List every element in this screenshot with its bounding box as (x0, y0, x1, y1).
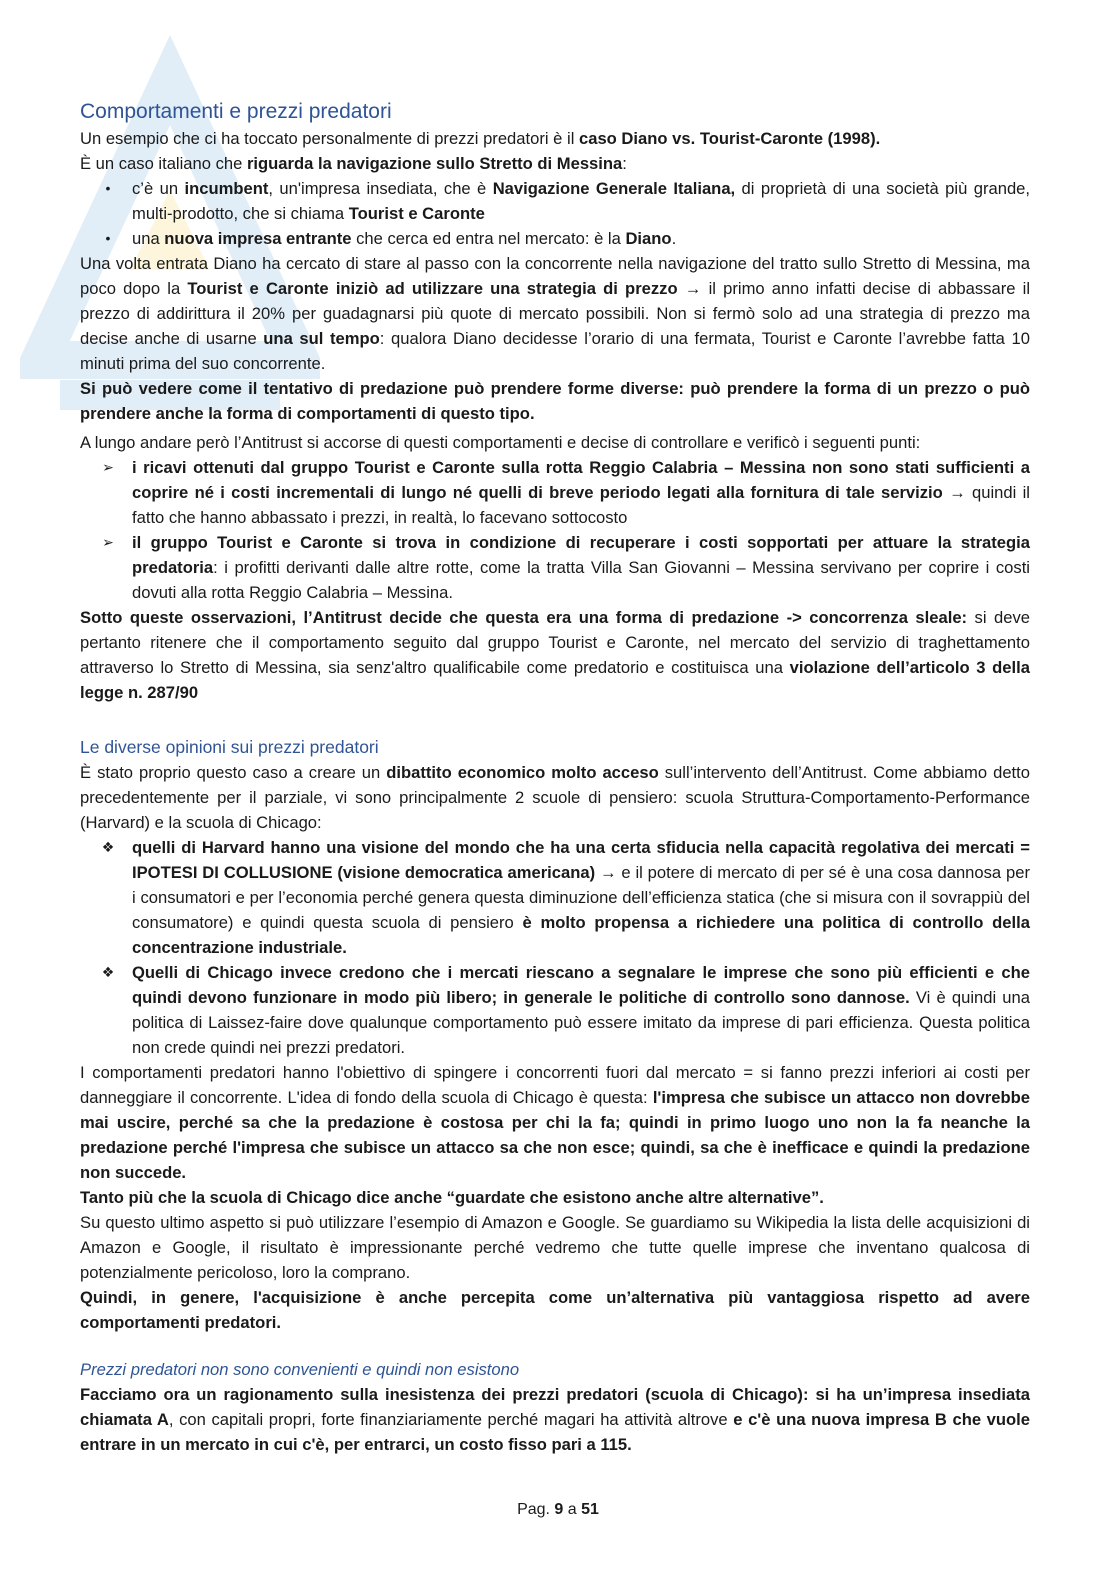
arrow-bullet-icon: ➢ (102, 534, 114, 550)
paragraph-acquisizione: Quindi, in genere, l'acquisizione è anche percepita come un’alternativa più vantaggiosa rispetto ad avere comportamenti predatori. (80, 1288, 1030, 1332)
document-page (80, 98, 1030, 1457)
paragraph-dibattito: È stato proprio questo caso a creare un dibattito economico molto acceso sull’intervento dell’Antitrust. Come abbiamo detto precedentemente per il parziale, vi sono principalmente 2 scuole di pensiero: scuola Struttura-Comportamento-Performance (Harvard) e la scuola di Chicago: (80, 763, 1030, 832)
paragraph-amazon-google: Su questo ultimo aspetto si può utilizzare l’esempio di Amazon e Google. Se guardiamo su Wikipedia la lista delle acquisizioni di Amazon e Google, il risultato è impressionante perché vedremo che tutte quelle imprese che inventano qualcosa di potenzialmente pericoloso, loro la comprano. (80, 1213, 1030, 1282)
list-item: • c’è un incumbent, un'impresa insediata, che è Navigazione Generale Italiana, di proprietà di una società più grande, multi-prodotto, che si chiama Tourist e Caronte (80, 176, 1030, 226)
diamond-bullet-icon: ❖ (101, 839, 115, 855)
paragraph-strategia: Una volta entrata Diano ha cercato di stare al passo con la concorrente nella navigazione del tratto sullo Stretto di Messina, ma poco dopo la Tourist e Caronte iniziò ad utilizzare una strategia di prezzo → il primo anno infatti decise di abbassare il prezzo di addirittura il 20% per guadagnarsi più quote di mercato possibili. Non si fermò solo ad una strategia di prezzo ma decise anche di usarne una sul tempo: qualora Diano decidesse l’orario di una fermata, Tourist e Caronte l’avrebbe fatta 10 minuti prima del suo concorrente. (80, 254, 1031, 373)
section-title-prezzi-non-convenienti: Prezzi predatori non sono convenienti e quindi non esistono (80, 1360, 520, 1379)
bullet-icon: • (105, 230, 111, 246)
section-title-opinioni: Le diverse opinioni sui prezzi predatori (80, 737, 379, 757)
paragraph-conclusione-antitrust: Sotto queste osservazioni, l’Antitrust decide che questa era una forma di predazione -> concorrenza sleale: si deve pertanto ritenere che il comportamento seguito dal gruppo Tourist e Caronte, nel mercato del servizio di traghettamento attraverso lo Stretto di Messina, sia senz'altro qualificabile come predatorio e costituisca una violazione dell’articolo 3 della legge n. 287/90 (80, 608, 1030, 702)
section-title-comportamenti: Comportamenti e prezzi predatori (80, 100, 392, 123)
bullet-icon: • (105, 180, 111, 196)
list-item: ➢ i ricavi ottenuti dal gruppo Tourist e Caronte sulla rotta Reggio Calabria – Messina non sono stati sufficienti a coprire né i costi incrementali di lungo né quelli di breve periodo legati alla fornitura di tale servizio → quindi il fatto che hanno abbassato i prezzi, in realtà, lo facevano sottocosto (80, 455, 1030, 530)
diamond-bullet-icon: ❖ (101, 964, 115, 980)
list-item: • una nuova impresa entrante che cerca ed entra nel mercato: è la Diano. (80, 226, 1030, 251)
page-number-footer: Pag. 9 a 51 (517, 1501, 599, 1518)
list-item: ❖ Quelli di Chicago invece credono che i mercati riescano a segnalare le imprese che sono più efficienti e che quindi devono funzionare in modo più libero; in generale le politiche di controllo sono dannose. Vi è quindi una politica di Laissez-faire dove qualunque comportamento può essere imitato da imprese di pari efficienza. Questa politica non crede quindi nei prezzi predatori. (80, 960, 1030, 1060)
arrow-bullet-icon: ➢ (102, 459, 114, 475)
paragraph-ragionamento: Facciamo ora un ragionamento sulla inesistenza dei prezzi predatori (scuola di Chicago): si ha un’impresa insediata chiamata A, con capitali propri, forte finanziariamente perché magari ha attività altrove e c'è una nuova impresa B che vuole entrare in un mercato in cui c'è, per entrarci, un costo fisso pari a 115. (80, 1385, 1031, 1454)
arrow-list-verifiche (80, 455, 1030, 605)
list-item: ➢ il gruppo Tourist e Caronte si trova in condizione di recuperare i costi sopportati per attuare la strategia predatoria: i profitti derivanti dalle altre rotte, come la tratta Villa San Giovanni – Messina servivano per coprire i costi dovuti alla rotta Reggio Calabria – Messina. (80, 530, 1030, 605)
bullet-list-imprese (80, 176, 1030, 251)
paragraph-alternative: Tanto più che la scuola di Chicago dice anche “guardate che esistono anche altre alternative”. (80, 1188, 824, 1207)
paragraph-comportamenti-predatori: I comportamenti predatori hanno l'obiettivo di spingere i concorrenti fuori dal mercato = si fanno prezzi inferiori ai costi per danneggiare il concorrente. L'idea di fondo della scuola di Chicago è questa: l'impresa che subisce un attacco non dovrebbe mai uscire, perché sa che la predazione è costosa per chi la fa; quindi in primo luogo uno non la fa neanche la predazione perché l'impresa che subisce un attacco sa che non esce; quindi, sa che è inefficace e quindi la predazione non succede. (80, 1063, 1030, 1182)
paragraph-caso-italiano: È un caso italiano che riguarda la navigazione sullo Stretto di Messina: (80, 154, 627, 173)
list-item: ❖ quelli di Harvard hanno una visione del mondo che ha una certa sfiducia nella capacità regolativa dei mercati = IPOTESI DI COLLUSIONE (visione democratica americana) → e il potere di mercato di per sé è una cosa dannosa per i consumatori e per l’economia perché genera questa diminuzione dell’efficienza statica (che si misura con il sovrappiù del consumatore) e quindi questa scuola di pensiero è molto propensa a richiedere una politica di controllo della concentrazione industriale. (80, 835, 1030, 960)
paragraph-antitrust: A lungo andare però l’Antitrust si accorse di questi comportamenti e decise di controllare e verificò i seguenti punti: (80, 433, 921, 452)
paragraph-forme-predazione: Si può vedere come il tentativo di predazione può prendere forme diverse: può prendere la forma di un prezzo o può prendere anche la forma di comportamenti di questo tipo. (80, 379, 1030, 423)
paragraph-intro: Un esempio che ci ha toccato personalmente di prezzi predatori è il caso Diano vs. Tourist-Caronte (1998). (80, 129, 881, 148)
diamond-list-scuole (80, 835, 1030, 1060)
